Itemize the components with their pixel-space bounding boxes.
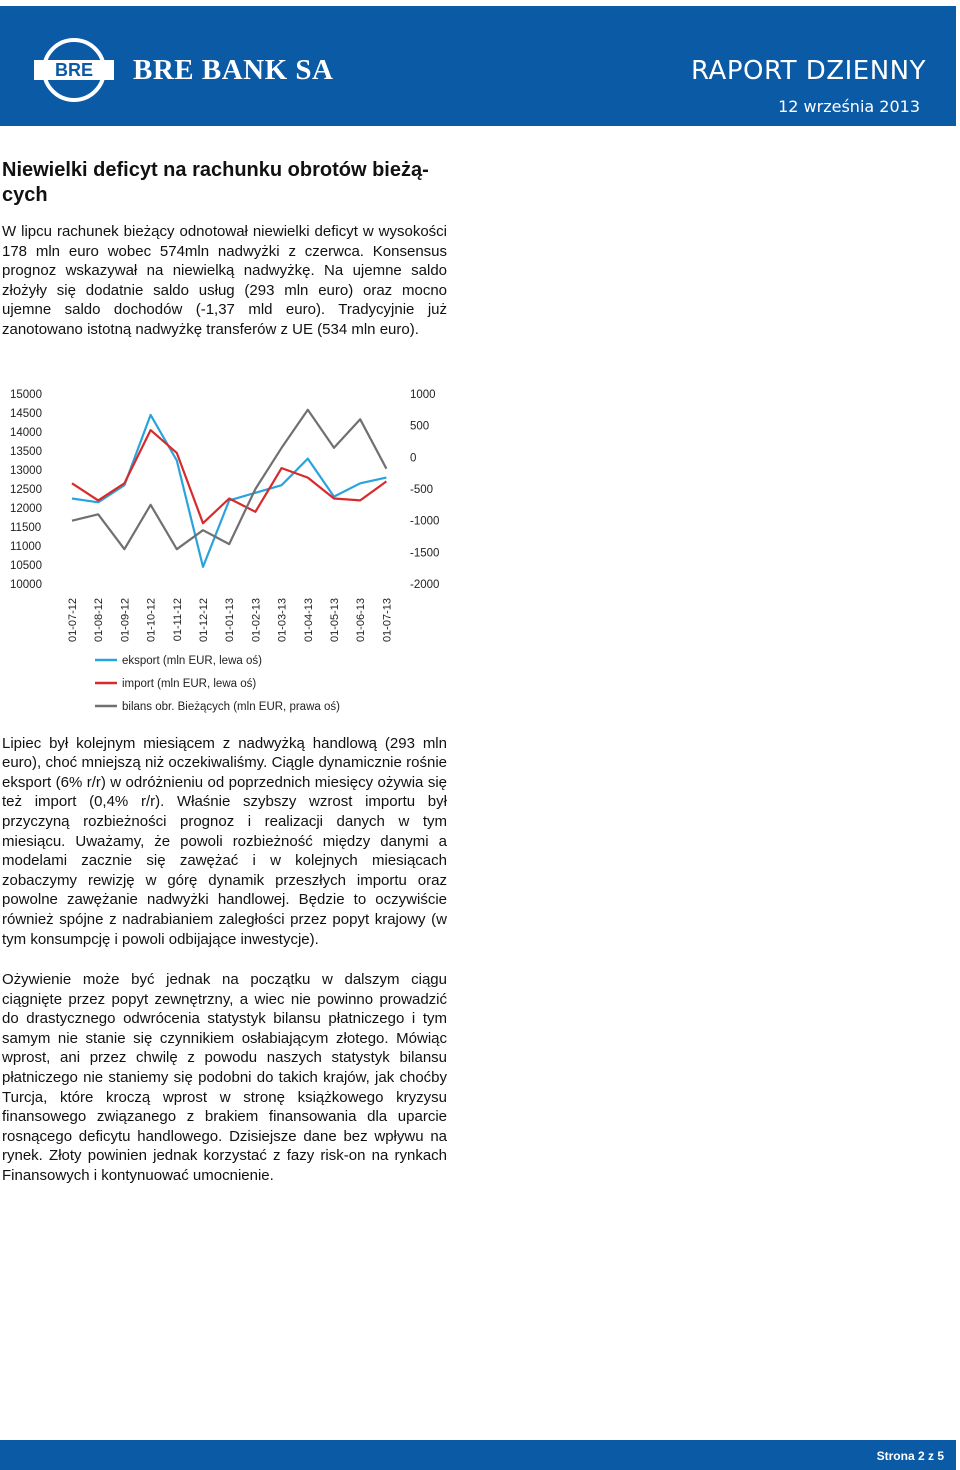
series-line bbox=[72, 410, 386, 549]
left-axis-tick-label: 11500 bbox=[10, 522, 42, 534]
x-axis-tick-label: 01-05-13 bbox=[329, 598, 341, 643]
logo-text: BRE bbox=[54, 60, 94, 80]
article-title: Niewielki deficyt na rachunku obrotów bieżą-cych bbox=[2, 159, 429, 206]
x-axis-tick-label: 01-03-13 bbox=[276, 598, 289, 643]
x-axis-tick-label: 01-07-13 bbox=[381, 598, 394, 643]
x-axis-tick-label: 01-11-12 bbox=[171, 598, 184, 642]
balance-chart bbox=[0, 380, 460, 725]
left-axis-tick-label: 11000 bbox=[10, 541, 42, 553]
legend-label: eksport (mln EUR, lewa oś) bbox=[122, 655, 262, 667]
legend-label: import (mln EUR, lewa oś) bbox=[122, 678, 257, 690]
x-axis-tick-label: 01-09-12 bbox=[119, 598, 132, 643]
right-axis-tick-label: -2000 bbox=[410, 579, 440, 591]
report-footer bbox=[0, 1440, 956, 1470]
report-title: RAPORT DZIENNY bbox=[691, 56, 926, 86]
legend-label: bilans obr. Bieżących (mln EUR, prawa oś) bbox=[122, 701, 340, 713]
paragraph-outlook: Ożywienie może być jednak na początku w dalszym ciągu ciągnięte przez popyt zewnętrzny, a wiec nie powinno prowadzić do drastycznego odwrócenia statystyk bilansu płatniczego i tym samym nie stanie się czynnikiem osłabiającym złotego. Mówiąc wprost, ani przez chwilę z powodu naszych statystyk bilansu płatniczego nie staniemy się podobni do takich krajów, jak choćby Turcja, które kroczą wprost w stronę książkowego kryzysu finansowego związanego z brakiem finansowania dla uparcie rosnącego deficytu handlowego. Dzisiejsze dane bez wpływu na rynek. Złoty powinien jednak korzystać z fazy risk-on na rynkach Finansowych i kontynuować umocnienie. bbox=[2, 971, 447, 1185]
right-axis-tick-label: -1000 bbox=[410, 515, 440, 528]
right-axis-tick-label: 0 bbox=[410, 452, 417, 465]
right-axis-tick-label: -500 bbox=[410, 484, 434, 496]
x-axis-tick-label: 01-10-12 bbox=[145, 598, 158, 643]
x-axis-tick-label: 01-04-13 bbox=[302, 598, 315, 643]
right-axis-tick-label: 500 bbox=[410, 420, 430, 433]
left-axis-tick-label: 13000 bbox=[10, 465, 42, 477]
paragraph-intro: W lipcu rachunek bieżący odnotował niewielki deficyt w wysokości 178 mln euro wobec 574mln nadwyżki z czerwca. Konsensus prognoz wskazywał na niewielką nadwyżkę. Na ujemne saldo złożyły się dodatnie saldo usług (293 mln euro) oraz mocno ujemne saldo dochodów (-1,37 mld euro). Tradycyjnie już zanotowano istotną nadwyżkę transferów z UE (534 mln euro). bbox=[2, 223, 447, 338]
left-axis-tick-label: 13500 bbox=[10, 446, 42, 458]
x-axis-tick-label: 01-12-12 bbox=[198, 598, 210, 643]
x-axis-tick-label: 01-08-12 bbox=[93, 598, 106, 643]
right-axis-tick-label: -1500 bbox=[410, 547, 440, 560]
left-axis-tick-label: 15000 bbox=[10, 389, 42, 401]
report-header bbox=[0, 6, 956, 126]
right-axis-tick-label: 1000 bbox=[410, 389, 436, 401]
x-axis-tick-label: 01-01-13 bbox=[224, 598, 237, 643]
series-line bbox=[72, 430, 386, 523]
bre-logo bbox=[32, 36, 116, 104]
left-axis-tick-label: 10500 bbox=[10, 560, 42, 572]
left-axis-tick-label: 10000 bbox=[10, 579, 42, 591]
x-axis-tick-label: 01-07-12 bbox=[67, 598, 79, 643]
left-axis-tick-label: 12000 bbox=[10, 503, 42, 515]
left-axis-tick-label: 14000 bbox=[10, 427, 42, 439]
left-axis-tick-label: 14500 bbox=[10, 408, 42, 420]
x-axis-tick-label: 01-02-13 bbox=[250, 598, 263, 643]
page-number: Strona 2 z 5 bbox=[876, 1449, 944, 1463]
left-axis-tick-label: 12500 bbox=[10, 484, 42, 496]
paragraph-trade: Lipiec był kolejnym miesiącem z nadwyżką handlową (293 mln euro), choć mniejszą niż oczekiwaliśmy. Ciągle dynamicznie rośnie eksport (6% r/r) w odróżnieniu od poprzednich miesięcy ożywia się też import (0,4% r/r). Właśnie szybszy wzrost importu był przyczyną rozbieżności prognoz i realizacji danych w tym miesiącu. Uważamy, że powoli rozbieżność między danymi a modelami zacznie się zawężać i w kolejnych miesiącach zobaczymy rewizję w górę dynamik przeszłych importu oraz powolne zawężanie nadwyżki handlowej. Będzie to oczywiście również spójne z nadrabianiem zaległości przez popyt krajowy (w tym konsumpcję i powoli odbijające inwestycje). bbox=[2, 734, 447, 948]
bank-name: BRE BANK SA bbox=[133, 54, 334, 86]
report-date: 12 września 2013 bbox=[778, 97, 920, 116]
x-axis-tick-label: 01-06-13 bbox=[355, 598, 368, 643]
